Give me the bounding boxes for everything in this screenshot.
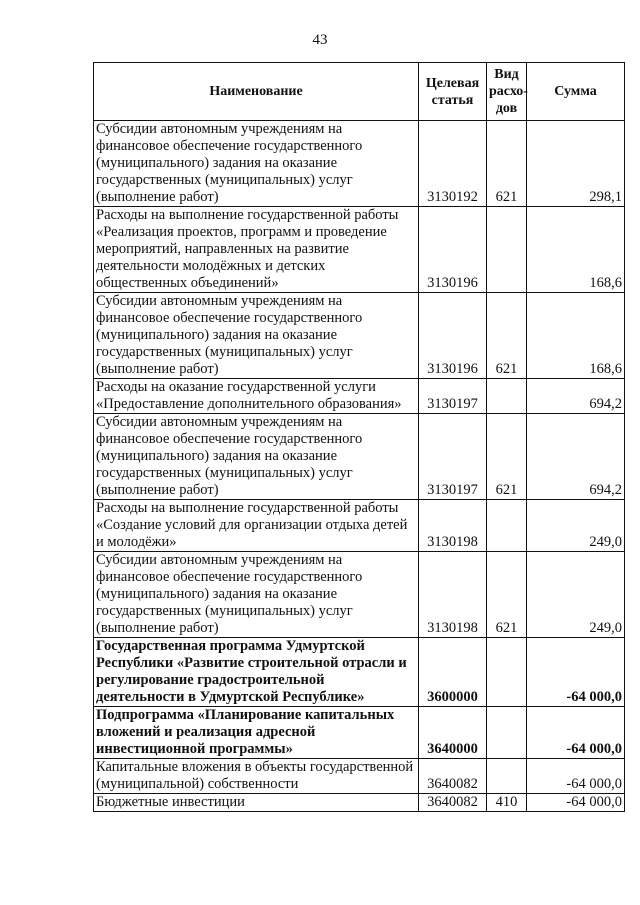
row-expense-type: 621 [487, 121, 527, 207]
row-expense-type: 621 [487, 293, 527, 379]
row-target-article: 3600000 [419, 638, 487, 707]
table-row [94, 794, 625, 812]
row-target-article: 3130197 [419, 379, 487, 414]
row-name: Расходы на выполнение государственной работы «Создание условий для организации отдыха детей и молодёжи» [94, 500, 419, 552]
row-name: Капитальные вложения в объекты государственной (муниципальной) собственности [94, 759, 419, 794]
row-target-article: 3130196 [419, 293, 487, 379]
table-row [94, 414, 625, 500]
table-row [94, 552, 625, 638]
table-row [94, 500, 625, 552]
row-expense-type [487, 500, 527, 552]
row-name: Бюджетные инвестиции [94, 794, 419, 812]
row-expense-type: 410 [487, 794, 527, 812]
row-expense-type [487, 638, 527, 707]
row-name: Субсидии автономным учреждениям на финансовое обеспечение государственного (муниципального) задания на оказание государственных (муниципальных) услуг (выполнение работ) [94, 414, 419, 500]
header-sum: Сумма [527, 63, 625, 121]
row-sum: 694,2 [527, 379, 625, 414]
row-expense-type [487, 207, 527, 293]
header-name: Наименование [94, 63, 419, 121]
row-name: Субсидии автономным учреждениям на финансовое обеспечение государственного (муниципального) задания на оказание государственных (муниципальных) услуг (выполнение работ) [94, 293, 419, 379]
page-number: 43 [312, 32, 328, 48]
row-name: Государственная программа Удмуртской Республики «Развитие строительной отрасли и регулирование градостроительной деятельности в Удмуртской Республике» [94, 638, 419, 707]
row-target-article: 3130192 [419, 121, 487, 207]
row-target-article: 3640082 [419, 794, 487, 812]
row-target-article: 3640082 [419, 759, 487, 794]
row-target-article: 3640000 [419, 707, 487, 759]
table-row [94, 759, 625, 794]
header-expense-type: Вид расхо-дов [487, 63, 527, 121]
table-row-program [94, 638, 625, 707]
budget-table [93, 62, 625, 812]
table-row [94, 379, 625, 414]
row-expense-type: 621 [487, 414, 527, 500]
row-name: Расходы на выполнение государственной работы «Реализация проектов, программ и проведение мероприятий, направленных на развитие деятельности молодёжных и детских общественных объединений» [94, 207, 419, 293]
row-target-article: 3130197 [419, 414, 487, 500]
row-expense-type [487, 379, 527, 414]
row-name: Подпрограмма «Планирование капитальных вложений и реализация адресной инвестиционной программы» [94, 707, 419, 759]
row-sum: 168,6 [527, 207, 625, 293]
row-target-article: 3130196 [419, 207, 487, 293]
row-expense-type: 621 [487, 552, 527, 638]
row-expense-type [487, 759, 527, 794]
row-sum: -64 000,0 [527, 759, 625, 794]
row-target-article: 3130198 [419, 500, 487, 552]
row-name: Субсидии автономным учреждениям на финансовое обеспечение государственного (муниципального) задания на оказание государственных (муниципальных) услуг (выполнение работ) [94, 121, 419, 207]
table-row [94, 207, 625, 293]
row-sum: -64 000,0 [527, 638, 625, 707]
row-sum: 298,1 [527, 121, 625, 207]
header-target-article: Целевая статья [419, 63, 487, 121]
row-expense-type [487, 707, 527, 759]
row-sum: 249,0 [527, 552, 625, 638]
header-row [94, 63, 625, 121]
row-sum: 168,6 [527, 293, 625, 379]
row-name: Субсидии автономным учреждениям на финансовое обеспечение государственного (муниципального) задания на оказание государственных (муниципальных) услуг (выполнение работ) [94, 552, 419, 638]
table-row-subprogram [94, 707, 625, 759]
row-name: Расходы на оказание государственной услуги «Предоставление дополнительного образования» [94, 379, 419, 414]
row-sum: -64 000,0 [527, 707, 625, 759]
row-sum: 694,2 [527, 414, 625, 500]
row-target-article: 3130198 [419, 552, 487, 638]
row-sum: 249,0 [527, 500, 625, 552]
row-sum: -64 000,0 [527, 794, 625, 812]
table-row [94, 293, 625, 379]
table-row [94, 121, 625, 207]
